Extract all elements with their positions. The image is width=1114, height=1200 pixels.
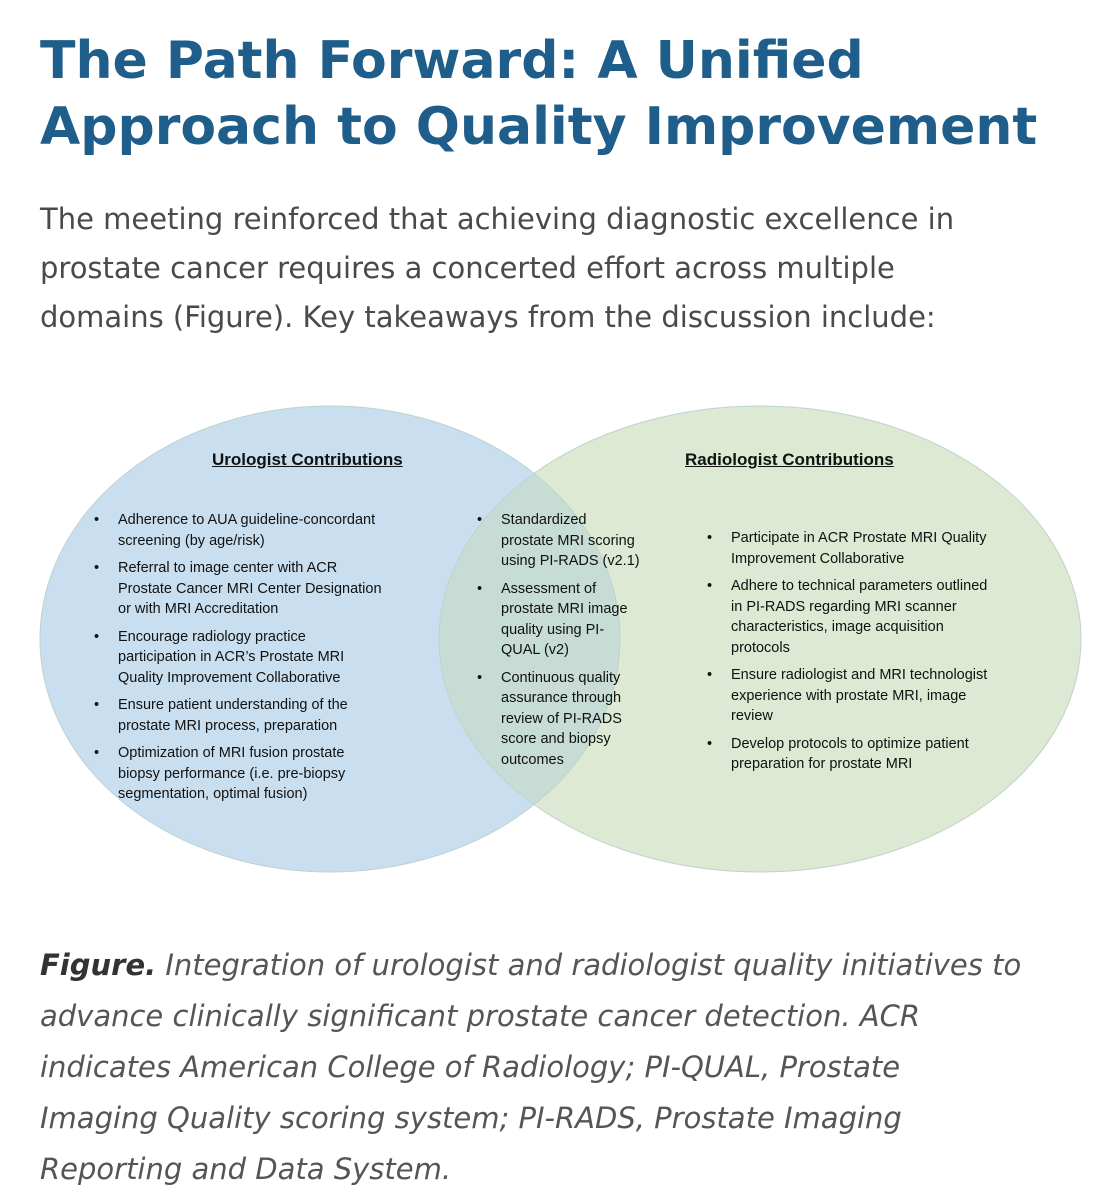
bullet-icon: • — [707, 530, 713, 546]
shared-item — [477, 668, 640, 771]
urologist-item-line: Optimization of MRI fusion prostate — [118, 745, 345, 761]
radiologist-list — [707, 528, 988, 782]
intro-line: The meeting reinforced that achieving diagnostic excellence in — [40, 202, 955, 236]
bullet-icon: • — [94, 512, 100, 528]
caption-line: Imaging Quality scoring system; PI-RADS, Prostate Imaging — [40, 1101, 902, 1135]
radiologist-item-line: Adhere to technical parameters outlined — [731, 578, 988, 594]
shared-item — [477, 579, 640, 661]
radiologist-item — [707, 665, 988, 727]
urologist-item-line: screening (by age/risk) — [118, 532, 265, 549]
caption-line — [40, 940, 1090, 991]
venn-diagram — [0, 400, 1114, 900]
urologist-item-line: Quality Improvement Collaborative — [118, 669, 341, 686]
radiologist-item-line: characteristics, image acquisition — [731, 619, 944, 635]
intro-line: prostate cancer requires a concerted effort across multiple — [40, 251, 895, 285]
bullet-icon: • — [94, 560, 100, 576]
urologist-item-line: prostate MRI process, preparation — [118, 717, 338, 734]
title-line: The Path Forward: A Unified — [40, 31, 864, 91]
shared-item — [477, 510, 640, 572]
radiologist-item-line: in PI-RADS regarding MRI scanner — [731, 598, 957, 615]
intro-line: domains (Figure). Key takeaways from the discussion include: — [40, 300, 936, 334]
urologist-item — [94, 558, 382, 620]
radiologist-item-line: Ensure radiologist and MRI technologist — [731, 667, 988, 683]
urologist-list — [94, 510, 382, 812]
radiologist-item — [707, 576, 988, 658]
bullet-icon: • — [477, 580, 483, 597]
caption-line: advance clinically significant prostate cancer detection. ACR — [40, 999, 921, 1033]
radiologist-item — [707, 734, 987, 775]
radiologist-item-line: Participate in ACR Prostate MRI Quality — [731, 530, 987, 546]
radiologist-item — [707, 528, 987, 569]
bullet-icon: • — [477, 512, 483, 528]
bullet-icon: • — [94, 745, 100, 761]
radiologist-heading: Radiologist Contributions — [685, 450, 894, 469]
bullet-icon: • — [94, 628, 100, 645]
shared-item-line: using PI-RADS (v2.1) — [501, 553, 640, 569]
caption-text: Integration of urologist and radiologist quality initiatives to — [156, 948, 1022, 982]
urologist-item-line: or with MRI Accreditation — [118, 601, 279, 617]
radiologist-item-line: Develop protocols to optimize patient — [731, 735, 969, 752]
urologist-item — [94, 743, 382, 805]
bullet-icon: • — [94, 697, 100, 713]
urologist-item-line: biopsy performance (i.e. pre-biopsy — [118, 765, 346, 782]
bullet-icon: • — [707, 667, 713, 683]
shared-item-line: outcomes — [501, 751, 564, 768]
urologist-item — [94, 510, 382, 551]
shared-item-line: prostate MRI scoring — [501, 532, 635, 549]
urologist-item-line: participation in ACR’s Prostate MRI — [118, 649, 345, 665]
shared-item-line: quality using PI- — [501, 621, 605, 638]
shared-item-line: Continuous quality — [501, 669, 621, 686]
title-line: Approach to Quality Improvement — [40, 97, 1038, 157]
shared-list — [477, 510, 640, 777]
urologist-item-line: Adherence to AUA guideline-concordant — [118, 512, 376, 528]
shared-item-line: Assessment of — [501, 580, 597, 597]
urologist-heading: Urologist Contributions — [212, 450, 403, 469]
bullet-icon: • — [707, 735, 713, 752]
caption-line: Reporting and Data System. — [40, 1152, 452, 1186]
urologist-item-line: Ensure patient understanding of the — [118, 697, 348, 713]
bullet-icon: • — [707, 578, 713, 594]
caption-label: Figure. — [40, 948, 157, 982]
urologist-item — [94, 695, 382, 736]
page-title — [40, 28, 1080, 160]
radiologist-item-line: experience with prostate MRI, image — [731, 687, 967, 704]
urologist-item-line: segmentation, optimal fusion) — [118, 786, 308, 802]
shared-item-line: review of PI-RADS — [501, 710, 622, 727]
shared-item-line: QUAL (v2) — [501, 642, 569, 658]
bullet-icon: • — [477, 669, 483, 686]
urologist-item — [94, 627, 382, 689]
radiologist-item-line: Improvement Collaborative — [731, 550, 905, 567]
radiologist-item-line: protocols — [731, 639, 790, 656]
urologist-item-line: Referral to image center with ACR — [118, 560, 338, 576]
radiologist-item-line: review — [731, 708, 773, 724]
shared-item-line: prostate MRI image — [501, 601, 628, 617]
shared-item-line: Standardized — [501, 512, 587, 528]
caption-line: indicates American College of Radiology; PI-QUAL, Prostate — [40, 1050, 901, 1084]
intro-paragraph — [40, 195, 1090, 342]
figure-caption — [40, 940, 1090, 1195]
shared-item-line: assurance through — [501, 690, 622, 706]
urologist-item-line: Prostate Cancer MRI Center Designation — [118, 580, 382, 597]
radiologist-item-line: preparation for prostate MRI — [731, 756, 913, 772]
shared-item-line: score and biopsy — [501, 731, 611, 747]
urologist-item-line: Encourage radiology practice — [118, 628, 306, 645]
